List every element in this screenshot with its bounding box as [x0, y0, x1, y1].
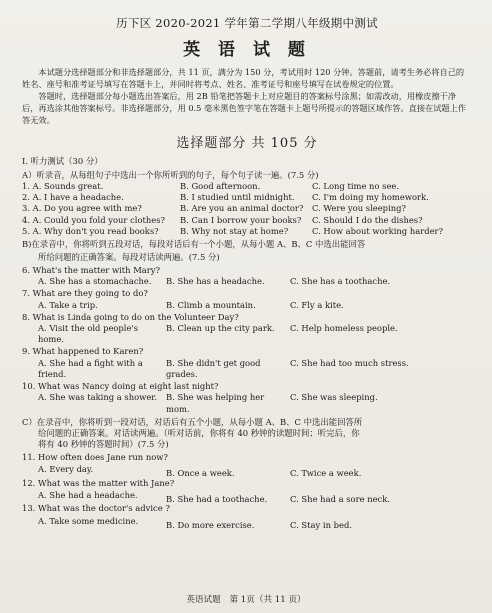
question-stem: 7. What are they going to do? — [22, 288, 148, 299]
option-b: B. Why not stay at home? — [180, 225, 289, 236]
exam-instructions — [22, 67, 472, 126]
question-stem: 10. What was Nancy doing at eight last night? — [22, 381, 219, 392]
question-stem: 13. What was the doctor's advice ? — [22, 503, 170, 514]
question-stem: 12. What was the matter with Jane? — [22, 477, 175, 488]
question-stem: 8. What is Linda going to do on the Volunteer Day? — [22, 311, 239, 322]
option-a: A. Every day. — [38, 464, 94, 475]
option-a: A. Take a trip. — [38, 299, 98, 310]
option-a: A. She was taking a shower. — [38, 392, 158, 403]
question-row — [22, 203, 472, 214]
option-a: 4. A. Could you fold your clothes? — [22, 214, 165, 225]
part-c-questions — [22, 452, 472, 528]
part-c-instruction: C）在录音中，你将听到一段对话，对话后有五个小题，从每小题 A、B、C 中选出能回答所 — [22, 416, 363, 427]
option-a: 5. A. Why don't you read books? — [22, 225, 159, 236]
footer-subject: 英语试题 — [186, 595, 221, 606]
part-c-instruction: 给问题的正确答案。对话读两遍。（听对话前，你将有 40 秒钟的读题时间；听完后，你 — [38, 428, 360, 439]
footer-page-number: 第 1页（共 11 页） — [229, 595, 306, 606]
exam-title: 英 语 试 题 — [183, 39, 311, 60]
question-stem: 9. What happened to Karen? — [22, 346, 144, 357]
option-c: C. Help homeless people. — [290, 323, 398, 334]
instruction-paragraph: 答题时，选择题部分每小题选出答案后，用 2B 铅笔把答题卡上对应题目的答案标号涂黑；如需改动，用橡皮擦干净后，再选涂其他答案标号。非选择题部分，用 0.5 毫米黑色签字笔在答题卡上题号所提示的答题区域作答。直接在试题上作答无效。 — [22, 91, 466, 126]
option-b: B. Climb a mountain. — [166, 299, 256, 310]
option-a: 2. A. I have a headache. — [22, 192, 124, 203]
part-b-questions — [22, 265, 472, 415]
option-b: B. She was helping her mom. — [166, 392, 265, 414]
question-stem: 6. What's the matter with Mary? — [22, 264, 161, 275]
option-b: B. Clean up the city park. — [166, 323, 275, 334]
part-c-instruction: 将有 40 秒钟的答题时间）(7.5 分) — [38, 439, 169, 450]
option-a: A. She had a headache. — [38, 489, 138, 500]
option-c: C. Stay in bed. — [290, 519, 352, 530]
part-b-instruction: 所给问题的正确答案。每段对话读两遍。(7.5 分) — [38, 252, 220, 263]
option-c: C. How about working harder? — [312, 225, 444, 236]
option-a: 3. A. Do you agree with me? — [22, 203, 142, 214]
option-c: C. I'm doing my homework. — [312, 192, 429, 203]
question-stem: 11. How often does Jane run now? — [22, 451, 168, 462]
option-a: A. She has a stomachache. — [38, 276, 152, 287]
part-a-instruction: A）听录音，从每组句子中选出一个你所听到的句子，每个句子读一遍。(7.5 分) — [22, 169, 319, 180]
instruction-paragraph: 本试题分选择题部分和非选择题部分，共 11 页，满分为 150 分，考试用时 120 分钟。答题前，请考生务必将自己的姓名、座号和准考证号填写在答题卡上，并同时将考点、姓名、准考证号和座号填写在试卷规定的位置。 — [22, 67, 465, 90]
option-b: B. Can I borrow your books? — [180, 214, 302, 225]
question-row — [22, 192, 472, 203]
option-c: C. She has a toothache. — [290, 276, 391, 287]
question-row — [22, 226, 472, 237]
option-a: A. She had a fight with a friend. — [38, 357, 143, 379]
part-a-rows — [22, 181, 472, 237]
option-b: B. She didn't get good grades. — [166, 357, 261, 379]
exam-header: 历下区 2020-2021 学年第二学期八年级期中测试 — [116, 16, 378, 30]
question-row — [22, 215, 472, 226]
option-a: 1. A. Sounds great. — [22, 181, 104, 192]
option-row — [22, 489, 472, 502]
option-row — [22, 300, 472, 311]
question-row — [22, 181, 472, 192]
option-b: B. Are you an animal doctor? — [180, 203, 304, 214]
option-c: C. She had too much stress. — [290, 357, 409, 368]
option-c: C. Should I do the dishes? — [312, 214, 423, 225]
page-footer — [0, 595, 492, 607]
option-c: C. Twice a week. — [290, 468, 362, 479]
option-b: B. She has a headache. — [166, 276, 265, 287]
option-a: A. Take some medicine. — [38, 515, 139, 526]
option-row — [22, 392, 472, 414]
option-b: B. Do more exercise. — [166, 519, 255, 530]
option-row — [22, 515, 472, 528]
option-row — [22, 323, 472, 345]
option-b: B. I studied until midnight. — [180, 192, 295, 203]
option-row — [22, 276, 472, 287]
option-c: C. She had a sore neck. — [290, 493, 390, 504]
listening-heading: I. 听力测试（30 分） — [22, 156, 103, 167]
option-c: C. Long time no see. — [312, 181, 400, 192]
option-b: B. Good afternoon. — [180, 181, 261, 192]
section-title: 选择题部分 共 105 分 — [176, 135, 318, 151]
option-row — [22, 358, 472, 380]
option-c: C. Were you sleeping? — [312, 203, 406, 214]
option-row — [22, 463, 472, 479]
option-a: A. Visit the old people's home. — [38, 323, 139, 345]
part-b-instruction: B)在录音中，你将听到五段对话，每段对话后有一个小题，从每小题 A、B、C 中选出能回答 — [22, 239, 366, 249]
option-b: B. Once a week. — [166, 468, 235, 479]
option-c: C. Fly a kite. — [290, 299, 344, 310]
option-b: B. She had a toothache. — [166, 493, 268, 504]
option-c: C. She was sleeping. — [290, 392, 378, 403]
